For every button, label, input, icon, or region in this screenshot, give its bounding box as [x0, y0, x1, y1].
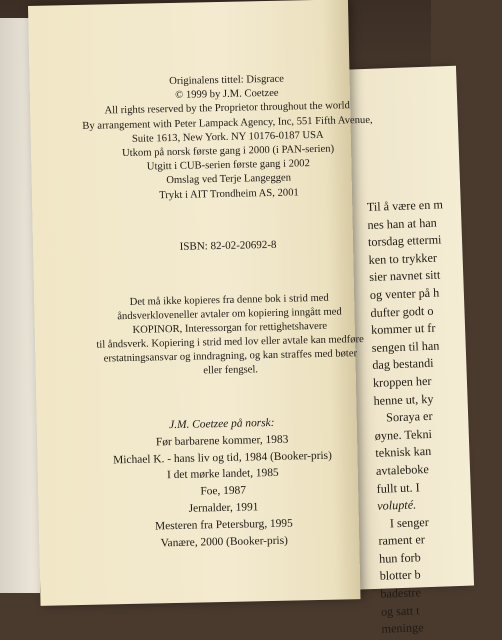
facing-line: kommer ut fr	[370, 320, 436, 338]
facing-line: ken to trykker	[368, 250, 438, 267]
facing-line: sier navnet sitt	[369, 267, 441, 285]
facing-line: og satt t	[380, 603, 420, 619]
notice-line: eller fengsel.	[203, 364, 259, 377]
facing-line: fullt ut. I	[376, 479, 420, 496]
facing-line: kroppen her	[372, 373, 432, 390]
publication-line: © 1999 by J.M. Coetzee	[175, 87, 279, 102]
notice-line: til åndsverk. Kopiering i strid med lov eller avtale kan medføre	[96, 334, 364, 351]
facing-line: teknisk kan	[375, 444, 432, 461]
notice-line: Det må ikke kopieres fra denne bok i strid med	[129, 292, 329, 308]
bibliography	[67, 413, 380, 554]
bibliography-item: Før barbarene kommer, 1983	[155, 433, 289, 449]
publication-details	[71, 71, 384, 205]
facing-line: dag bestandi	[372, 356, 434, 373]
publication-line: All rights reserved by the Proprietor throughout the world	[104, 100, 350, 117]
notice-line: erstatningsansvar og inndragning, og kan straffes med bøter	[103, 348, 358, 365]
copy-notice	[74, 291, 386, 381]
facing-line: hun forb	[378, 550, 421, 566]
copyright-page	[28, 0, 373, 606]
publication-line: Trykt i AIT Trondheim AS, 2001	[159, 186, 299, 201]
facing-line: øyne. Tekni	[374, 426, 433, 443]
bibliography-item: Mesteren fra Petersburg, 1995	[154, 517, 293, 533]
facing-line: Soraya er	[385, 408, 433, 425]
publication-line: Suite 1613, New York. NY 10176-0187 USA	[131, 129, 324, 145]
facing-line: torsdag ettermi	[367, 232, 442, 250]
bibliography-item: Jernalder, 1991	[188, 501, 259, 515]
facing-line: og venter på h	[369, 285, 440, 302]
bibliography-item: Michael K. - hans liv og tid, 1984 (Booker-pris)	[113, 449, 332, 466]
facing-line: dufter godt o	[370, 303, 434, 320]
facing-page-text	[367, 195, 502, 639]
facing-line: volupté.	[376, 497, 417, 513]
facing-line: badestre	[380, 585, 422, 601]
facing-line: rament er	[378, 532, 426, 549]
facing-line: meninge	[381, 620, 424, 636]
facing-line: henne ut, ky	[373, 391, 434, 408]
publication-line: Utkom på norsk første gang i 2000 (i PAN-serien)	[121, 143, 335, 160]
publication-line: Originalens tittel: Disgrace	[169, 73, 285, 88]
bibliography-heading: J.M. Coetzee på norsk:	[169, 416, 275, 432]
facing-line: Til å være en m	[366, 197, 444, 215]
publication-line: Omslag ved Terje Langeggen	[166, 172, 292, 187]
facing-line: blotter b	[379, 567, 421, 584]
facing-line: nes han at han	[367, 215, 438, 232]
facing-line: sengen til han	[371, 338, 440, 355]
bibliography-item: I det mørke landet, 1985	[166, 467, 279, 482]
publication-line: Utgitt i CUB-serien første gang i 2002	[146, 158, 310, 173]
facing-line: I senger	[389, 514, 429, 531]
bibliography-item: Vanære, 2000 (Booker-pris)	[160, 534, 288, 549]
notice-line: åndsverkloveneller avtaler om kopiering inngått med	[117, 306, 342, 323]
publication-line: By arrangement with Peter Lampack Agency, Inc, 551 Fifth Avenue,	[82, 114, 373, 132]
facing-line: avtaleboke	[375, 461, 430, 478]
isbn: ISBN: 82-02-20692-8	[179, 238, 277, 253]
bibliography-item: Foe, 1987	[200, 484, 247, 498]
notice-line: KOPINOR, Interessorgan for rettighetshavere	[132, 320, 328, 336]
